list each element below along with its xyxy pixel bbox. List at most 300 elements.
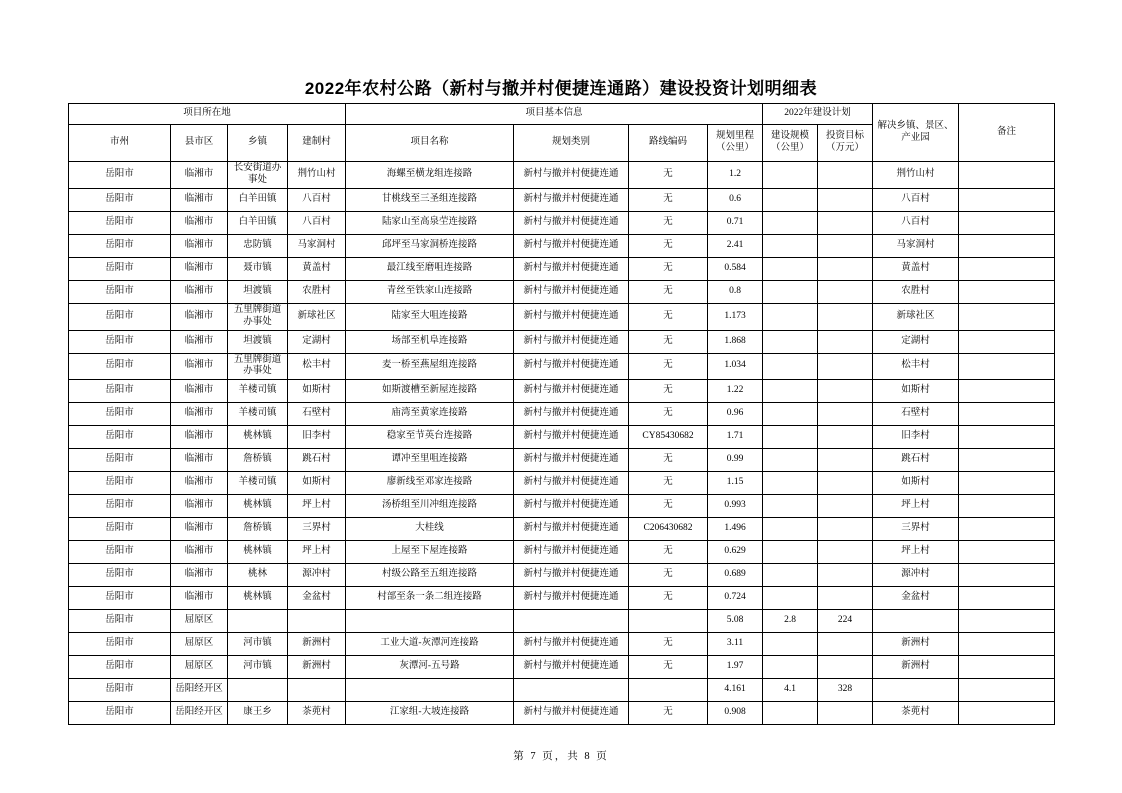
cell-village: 新球社区	[288, 303, 346, 330]
cell-plan-type: 新村与撤并村便捷连通	[514, 330, 629, 353]
cell-benefit-area: 茶蔸村	[873, 702, 959, 725]
cell-township: 忠防镇	[228, 234, 288, 257]
cell-township: 五里牌街道办事处	[228, 303, 288, 330]
cell-project-name: 庙湾至黄家连接路	[346, 403, 514, 426]
cell-invest-target	[818, 564, 873, 587]
cell-township: 桃林镇	[228, 426, 288, 449]
cell-planned-mileage: 0.584	[708, 257, 763, 280]
cell-note	[959, 403, 1055, 426]
table-row	[69, 188, 1055, 211]
cell-village: 石壁村	[288, 403, 346, 426]
cell-village: 如斯村	[288, 472, 346, 495]
cell-city: 岳阳市	[69, 162, 171, 189]
cell-township: 羊楼司镇	[228, 472, 288, 495]
table-row	[69, 426, 1055, 449]
page-title: 2022年农村公路（新村与撤并村便捷连通路）建设投资计划明细表	[304, 79, 818, 98]
cell-village: 金盆村	[288, 587, 346, 610]
cell-village: 茶蔸村	[288, 702, 346, 725]
cell-project-name: 谭冲至里咀连接路	[346, 449, 514, 472]
cell-plan-type: 新村与撤并村便捷连通	[514, 280, 629, 303]
cell-route-code: 无	[629, 303, 708, 330]
cell-project-name: 稳家至节英台连接路	[346, 426, 514, 449]
cell-project-name: 青丝至铁家山连接路	[346, 280, 514, 303]
cell-benefit-area: 新球社区	[873, 303, 959, 330]
cell-invest-target	[818, 380, 873, 403]
cell-build-scale	[763, 541, 818, 564]
cell-invest-target	[818, 587, 873, 610]
cell-plan-type: 新村与撤并村便捷连通	[514, 564, 629, 587]
cell-route-code: 无	[629, 656, 708, 679]
cell-planned-mileage: 0.993	[708, 495, 763, 518]
cell-county: 屈原区	[171, 633, 228, 656]
cell-project-name: 陆家至大咀连接路	[346, 303, 514, 330]
cell-note	[959, 449, 1055, 472]
table-row	[69, 587, 1055, 610]
cell-county: 临湘市	[171, 257, 228, 280]
cell-note	[959, 610, 1055, 633]
cell-route-code: 无	[629, 564, 708, 587]
cell-build-scale	[763, 257, 818, 280]
cell-invest-target	[818, 211, 873, 234]
cell-invest-target: 224	[818, 610, 873, 633]
cell-township: 詹桥镇	[228, 449, 288, 472]
table-row	[69, 211, 1055, 234]
cell-township: 白羊田镇	[228, 211, 288, 234]
cell-city: 岳阳市	[69, 303, 171, 330]
cell-benefit-area: 荆竹山村	[873, 162, 959, 189]
cell-plan-type: 新村与撤并村便捷连通	[514, 380, 629, 403]
cell-city: 岳阳市	[69, 656, 171, 679]
cell-build-scale	[763, 633, 818, 656]
table-row	[69, 449, 1055, 472]
cell-build-scale	[763, 656, 818, 679]
cell-city: 岳阳市	[69, 633, 171, 656]
table-row	[69, 495, 1055, 518]
cell-route-code: 无	[629, 472, 708, 495]
cell-county: 临湘市	[171, 211, 228, 234]
cell-city: 岳阳市	[69, 426, 171, 449]
cell-note	[959, 587, 1055, 610]
cell-note	[959, 564, 1055, 587]
cell-plan-type: 新村与撤并村便捷连通	[514, 211, 629, 234]
cell-benefit-area: 定湖村	[873, 330, 959, 353]
header-col-build-scale: 建设规模（公里）	[763, 125, 818, 162]
cell-village: 农胜村	[288, 280, 346, 303]
table-row	[69, 234, 1055, 257]
cell-invest-target	[818, 403, 873, 426]
cell-invest-target	[818, 257, 873, 280]
cell-planned-mileage: 1.496	[708, 518, 763, 541]
cell-township: 桃林	[228, 564, 288, 587]
cell-project-name: 如斯渡槽至新屋连接路	[346, 380, 514, 403]
table-row	[69, 656, 1055, 679]
cell-note	[959, 211, 1055, 234]
cell-village: 如斯村	[288, 380, 346, 403]
cell-benefit-area: 旧李村	[873, 426, 959, 449]
cell-build-scale	[763, 518, 818, 541]
cell-township: 羊楼司镇	[228, 380, 288, 403]
cell-benefit-area: 如斯村	[873, 472, 959, 495]
cell-note	[959, 162, 1055, 189]
cell-city: 岳阳市	[69, 403, 171, 426]
cell-plan-type	[514, 610, 629, 633]
cell-village: 马家洞村	[288, 234, 346, 257]
cell-plan-type: 新村与撤并村便捷连通	[514, 541, 629, 564]
cell-invest-target	[818, 280, 873, 303]
cell-village: 源冲村	[288, 564, 346, 587]
cell-planned-mileage: 0.99	[708, 449, 763, 472]
cell-planned-mileage: 0.689	[708, 564, 763, 587]
cell-planned-mileage: 0.8	[708, 280, 763, 303]
header-col-village: 建制村	[288, 125, 346, 162]
summary-row	[69, 610, 1055, 633]
header-col-project-name: 项目名称	[346, 125, 514, 162]
cell-county: 临湘市	[171, 403, 228, 426]
cell-plan-type: 新村与撤并村便捷连通	[514, 495, 629, 518]
table-row	[69, 303, 1055, 330]
cell-invest-target	[818, 426, 873, 449]
cell-benefit-area: 马家洞村	[873, 234, 959, 257]
cell-village: 松丰村	[288, 353, 346, 380]
cell-build-scale	[763, 495, 818, 518]
cell-city: 岳阳市	[69, 610, 171, 633]
cell-build-scale	[763, 353, 818, 380]
cell-county: 临湘市	[171, 426, 228, 449]
cell-invest-target	[818, 541, 873, 564]
cell-note	[959, 656, 1055, 679]
cell-note	[959, 353, 1055, 380]
cell-city: 岳阳市	[69, 380, 171, 403]
cell-plan-type: 新村与撤并村便捷连通	[514, 472, 629, 495]
header-col-note: 备注	[959, 104, 1055, 162]
cell-benefit-area: 农胜村	[873, 280, 959, 303]
header-col-invest-target: 投资目标（万元）	[818, 125, 873, 162]
cell-invest-target	[818, 303, 873, 330]
cell-build-scale	[763, 449, 818, 472]
cell-route-code	[629, 610, 708, 633]
cell-invest-target	[818, 162, 873, 189]
cell-build-scale	[763, 303, 818, 330]
cell-planned-mileage: 5.08	[708, 610, 763, 633]
header-col-benefit-area: 解决乡镇、景区、产业园	[873, 104, 959, 162]
summary-row	[69, 679, 1055, 702]
cell-project-name: 邱坪至马家洞桥连接路	[346, 234, 514, 257]
header-col-city: 市州	[69, 125, 171, 162]
cell-plan-type	[514, 679, 629, 702]
investment-plan-table	[68, 103, 1055, 725]
cell-build-scale	[763, 280, 818, 303]
cell-build-scale	[763, 564, 818, 587]
cell-benefit-area: 八百村	[873, 211, 959, 234]
cell-city: 岳阳市	[69, 211, 171, 234]
cell-township: 白羊田镇	[228, 188, 288, 211]
cell-township: 詹桥镇	[228, 518, 288, 541]
cell-village: 八百村	[288, 188, 346, 211]
cell-township: 桃林镇	[228, 541, 288, 564]
cell-route-code: 无	[629, 449, 708, 472]
cell-benefit-area: 跳石村	[873, 449, 959, 472]
cell-planned-mileage: 2.41	[708, 234, 763, 257]
cell-county: 岳阳经开区	[171, 679, 228, 702]
cell-route-code: 无	[629, 495, 708, 518]
table-row	[69, 257, 1055, 280]
cell-project-name	[346, 679, 514, 702]
cell-route-code: 无	[629, 587, 708, 610]
cell-benefit-area	[873, 610, 959, 633]
cell-county: 临湘市	[171, 353, 228, 380]
header-col-county: 县市区	[171, 125, 228, 162]
cell-planned-mileage: 1.15	[708, 472, 763, 495]
table-body	[69, 162, 1055, 725]
cell-city: 岳阳市	[69, 564, 171, 587]
cell-note	[959, 330, 1055, 353]
cell-county: 临湘市	[171, 303, 228, 330]
cell-city: 岳阳市	[69, 330, 171, 353]
cell-planned-mileage: 4.161	[708, 679, 763, 702]
cell-project-name: 工业大道-灰潭河连接路	[346, 633, 514, 656]
cell-build-scale	[763, 188, 818, 211]
cell-benefit-area: 如斯村	[873, 380, 959, 403]
cell-build-scale	[763, 472, 818, 495]
header-group-location: 项目所在地	[69, 104, 346, 125]
cell-village: 八百村	[288, 211, 346, 234]
cell-planned-mileage: 3.11	[708, 633, 763, 656]
cell-plan-type: 新村与撤并村便捷连通	[514, 353, 629, 380]
cell-county: 临湘市	[171, 188, 228, 211]
cell-city: 岳阳市	[69, 495, 171, 518]
header-col-route-code: 路线编码	[629, 125, 708, 162]
cell-route-code: 无	[629, 702, 708, 725]
cell-village: 旧李村	[288, 426, 346, 449]
header-group-row	[69, 104, 1055, 125]
cell-build-scale	[763, 403, 818, 426]
cell-plan-type: 新村与撤并村便捷连通	[514, 257, 629, 280]
cell-benefit-area: 坪上村	[873, 541, 959, 564]
cell-invest-target	[818, 472, 873, 495]
cell-county: 临湘市	[171, 330, 228, 353]
cell-invest-target	[818, 656, 873, 679]
cell-benefit-area: 三界村	[873, 518, 959, 541]
cell-project-name: 廖新线至邓家连接路	[346, 472, 514, 495]
table-row	[69, 564, 1055, 587]
cell-plan-type: 新村与撤并村便捷连通	[514, 587, 629, 610]
cell-note	[959, 303, 1055, 330]
cell-plan-type: 新村与撤并村便捷连通	[514, 656, 629, 679]
cell-city: 岳阳市	[69, 188, 171, 211]
cell-invest-target: 328	[818, 679, 873, 702]
cell-city: 岳阳市	[69, 541, 171, 564]
cell-township: 聂市镇	[228, 257, 288, 280]
cell-planned-mileage: 0.908	[708, 702, 763, 725]
cell-village: 坪上村	[288, 495, 346, 518]
cell-note	[959, 633, 1055, 656]
cell-planned-mileage: 1.2	[708, 162, 763, 189]
header-group-plan: 2022年建设计划	[763, 104, 873, 125]
cell-build-scale	[763, 330, 818, 353]
cell-route-code: 无	[629, 541, 708, 564]
cell-invest-target	[818, 633, 873, 656]
cell-county: 屈原区	[171, 610, 228, 633]
cell-city: 岳阳市	[69, 518, 171, 541]
cell-note	[959, 426, 1055, 449]
cell-invest-target	[818, 518, 873, 541]
header-col-plan-type: 规划类别	[514, 125, 629, 162]
cell-route-code: 无	[629, 257, 708, 280]
cell-township: 长安街道办事处	[228, 162, 288, 189]
cell-route-code: 无	[629, 633, 708, 656]
cell-note	[959, 257, 1055, 280]
cell-plan-type: 新村与撤并村便捷连通	[514, 702, 629, 725]
cell-benefit-area: 石壁村	[873, 403, 959, 426]
cell-village: 定湖村	[288, 330, 346, 353]
cell-invest-target	[818, 330, 873, 353]
cell-project-name: 上屋至下屋连接路	[346, 541, 514, 564]
cell-township	[228, 610, 288, 633]
cell-benefit-area: 坪上村	[873, 495, 959, 518]
cell-township: 康王乡	[228, 702, 288, 725]
cell-project-name: 场部至机阜连接路	[346, 330, 514, 353]
cell-note	[959, 472, 1055, 495]
cell-township: 坦渡镇	[228, 330, 288, 353]
cell-planned-mileage: 1.97	[708, 656, 763, 679]
cell-build-scale	[763, 234, 818, 257]
table-header	[69, 104, 1055, 162]
cell-village	[288, 679, 346, 702]
cell-city: 岳阳市	[69, 702, 171, 725]
cell-project-name: 陆家山至高泉茔连接路	[346, 211, 514, 234]
cell-plan-type: 新村与撤并村便捷连通	[514, 633, 629, 656]
cell-village: 新洲村	[288, 633, 346, 656]
cell-village	[288, 610, 346, 633]
cell-village: 黄盖村	[288, 257, 346, 280]
cell-city: 岳阳市	[69, 472, 171, 495]
cell-build-scale	[763, 426, 818, 449]
cell-project-name: 最江线至磨咀连接路	[346, 257, 514, 280]
cell-village: 荆竹山村	[288, 162, 346, 189]
cell-note	[959, 495, 1055, 518]
cell-project-name: 汤桥组至川冲组连接路	[346, 495, 514, 518]
cell-county: 岳阳经开区	[171, 702, 228, 725]
cell-plan-type: 新村与撤并村便捷连通	[514, 449, 629, 472]
cell-benefit-area: 松丰村	[873, 353, 959, 380]
cell-invest-target	[818, 449, 873, 472]
cell-planned-mileage: 1.71	[708, 426, 763, 449]
cell-project-name: 江家组-大坡连接路	[346, 702, 514, 725]
cell-township: 桃林镇	[228, 495, 288, 518]
table-row	[69, 472, 1055, 495]
cell-county: 临湘市	[171, 162, 228, 189]
table-row	[69, 633, 1055, 656]
cell-route-code: 无	[629, 211, 708, 234]
cell-plan-type: 新村与撤并村便捷连通	[514, 518, 629, 541]
cell-project-name: 村部至条一条二组连接路	[346, 587, 514, 610]
cell-township: 羊楼司镇	[228, 403, 288, 426]
cell-county: 临湘市	[171, 518, 228, 541]
table-row	[69, 518, 1055, 541]
cell-benefit-area: 新洲村	[873, 633, 959, 656]
cell-benefit-area: 黄盖村	[873, 257, 959, 280]
cell-route-code: 无	[629, 280, 708, 303]
cell-plan-type: 新村与撤并村便捷连通	[514, 188, 629, 211]
cell-project-name: 灰潭河-五号路	[346, 656, 514, 679]
cell-planned-mileage: 0.71	[708, 211, 763, 234]
cell-note	[959, 541, 1055, 564]
cell-city: 岳阳市	[69, 234, 171, 257]
cell-city: 岳阳市	[69, 257, 171, 280]
cell-route-code: 无	[629, 162, 708, 189]
cell-city: 岳阳市	[69, 280, 171, 303]
cell-county: 临湘市	[171, 280, 228, 303]
table-row	[69, 280, 1055, 303]
page-number: 第 7 页，共 8 页	[513, 751, 609, 762]
table-row	[69, 541, 1055, 564]
cell-county: 临湘市	[171, 495, 228, 518]
cell-benefit-area: 八百村	[873, 188, 959, 211]
cell-city: 岳阳市	[69, 449, 171, 472]
cell-build-scale: 2.8	[763, 610, 818, 633]
cell-benefit-area	[873, 679, 959, 702]
table-row	[69, 702, 1055, 725]
cell-project-name: 村级公路至五组连接路	[346, 564, 514, 587]
cell-planned-mileage: 1.034	[708, 353, 763, 380]
cell-plan-type: 新村与撤并村便捷连通	[514, 162, 629, 189]
cell-project-name	[346, 610, 514, 633]
cell-township: 河市镇	[228, 633, 288, 656]
table-row	[69, 330, 1055, 353]
cell-note	[959, 280, 1055, 303]
cell-county: 临湘市	[171, 380, 228, 403]
cell-route-code: 无	[629, 403, 708, 426]
cell-county: 屈原区	[171, 656, 228, 679]
cell-benefit-area: 源冲村	[873, 564, 959, 587]
cell-benefit-area: 金盆村	[873, 587, 959, 610]
cell-county: 临湘市	[171, 472, 228, 495]
table-row	[69, 353, 1055, 380]
cell-benefit-area: 新洲村	[873, 656, 959, 679]
header-col-township: 乡镇	[228, 125, 288, 162]
cell-invest-target	[818, 702, 873, 725]
cell-village: 坪上村	[288, 541, 346, 564]
cell-route-code: 无	[629, 330, 708, 353]
cell-planned-mileage: 0.96	[708, 403, 763, 426]
cell-project-name: 海螺至横龙组连接路	[346, 162, 514, 189]
cell-plan-type: 新村与撤并村便捷连通	[514, 234, 629, 257]
cell-city: 岳阳市	[69, 353, 171, 380]
cell-planned-mileage: 1.22	[708, 380, 763, 403]
cell-plan-type: 新村与撤并村便捷连通	[514, 403, 629, 426]
cell-note	[959, 380, 1055, 403]
cell-planned-mileage: 1.868	[708, 330, 763, 353]
table-row	[69, 403, 1055, 426]
cell-note	[959, 679, 1055, 702]
cell-plan-type: 新村与撤并村便捷连通	[514, 426, 629, 449]
cell-build-scale	[763, 162, 818, 189]
cell-county: 临湘市	[171, 449, 228, 472]
cell-planned-mileage: 0.6	[708, 188, 763, 211]
cell-planned-mileage: 0.629	[708, 541, 763, 564]
cell-build-scale: 4.1	[763, 679, 818, 702]
cell-city: 岳阳市	[69, 587, 171, 610]
cell-build-scale	[763, 380, 818, 403]
cell-planned-mileage: 0.724	[708, 587, 763, 610]
cell-note	[959, 188, 1055, 211]
cell-route-code: 无	[629, 380, 708, 403]
cell-township: 桃林镇	[228, 587, 288, 610]
table-row	[69, 162, 1055, 189]
cell-route-code: 无	[629, 188, 708, 211]
cell-county: 临湘市	[171, 234, 228, 257]
cell-note	[959, 234, 1055, 257]
